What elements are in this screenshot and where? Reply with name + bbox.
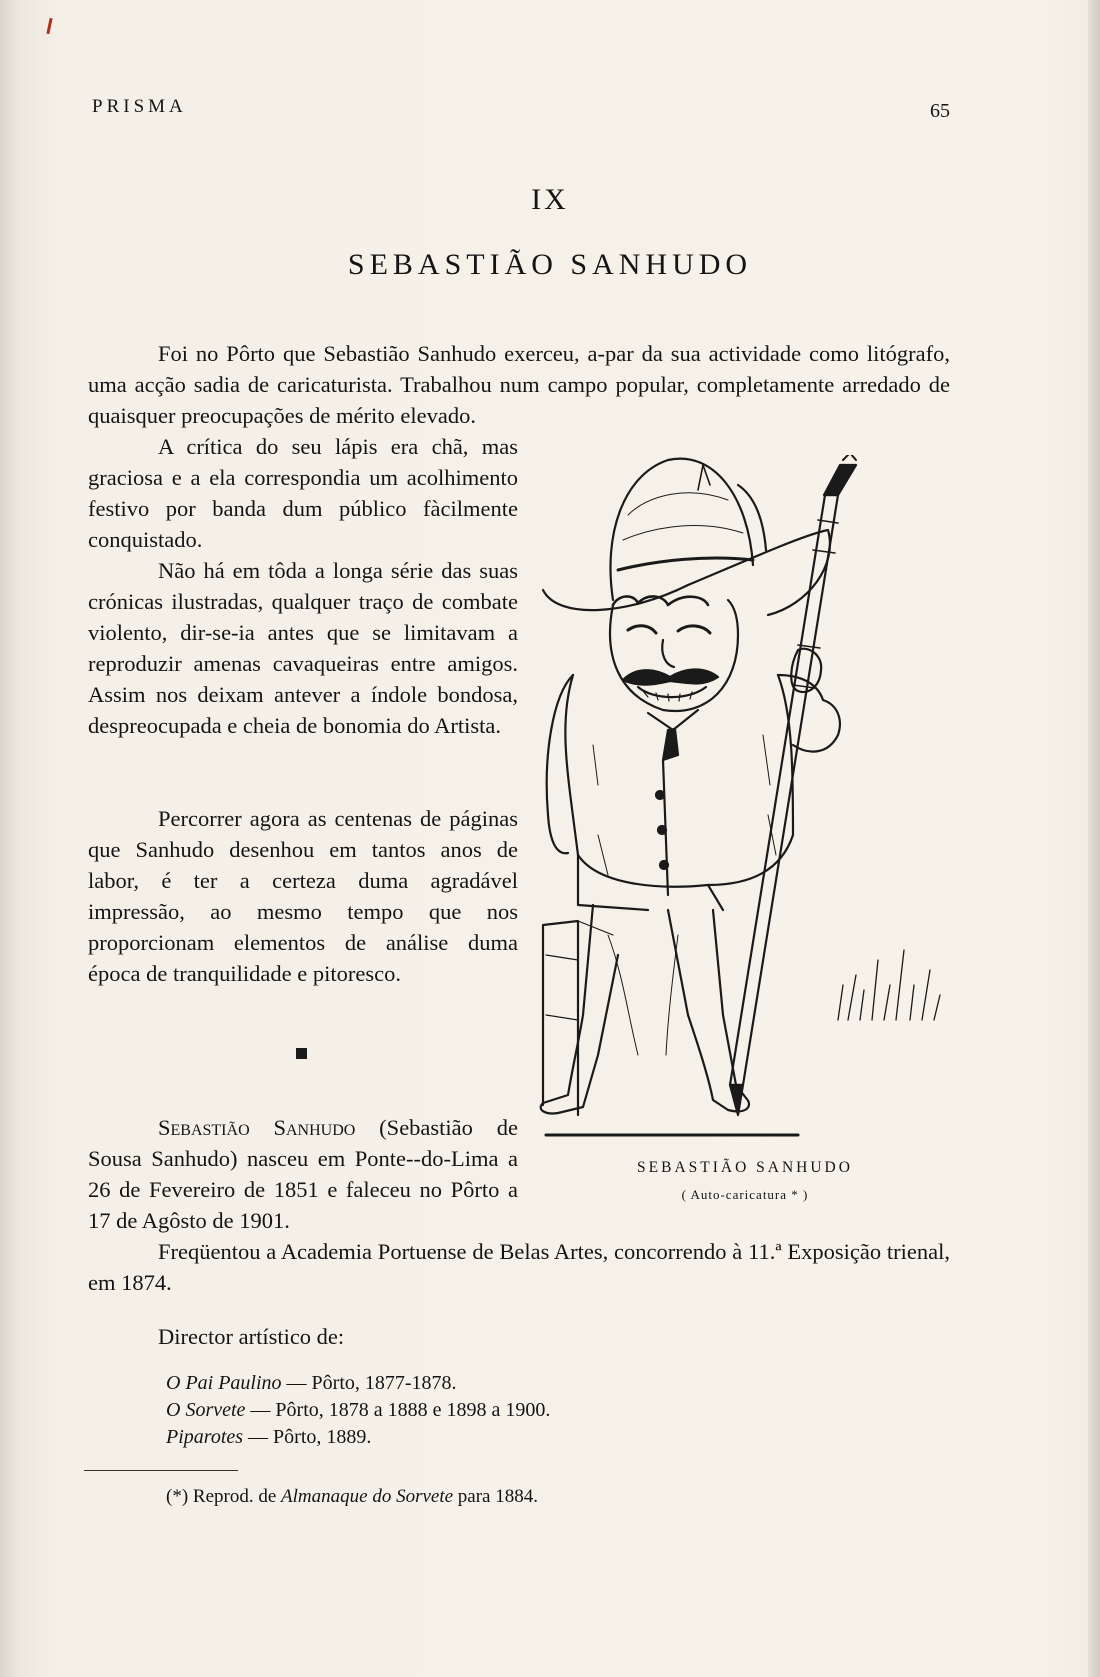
work-details: — Pôrto, 1878 a 1888 e 1898 a 1900. [245, 1399, 551, 1421]
paragraph-text: (Sebastião de Sousa Sanhudo) nasceu em Ponte--do-Lima a 26 de Fevereiro de 1851 e faleceu no Pôrto a 17 de Agôsto de 1901. [88, 1115, 518, 1233]
footnote-title: Almanaque do Sorvete [281, 1486, 454, 1507]
works-item [166, 1397, 550, 1424]
footnote-suffix: para 1884. [453, 1486, 538, 1507]
paragraph-academia [88, 1236, 950, 1298]
paragraph-cronicas [88, 555, 518, 741]
footnote-rule [84, 1470, 238, 1471]
work-title: Piparotes [166, 1426, 244, 1448]
paragraph-text: A crítica do seu lápis era chã, mas graciosa e a ela correspondia um acolhimento festivo por banda dum público fàcilmente conquistado. [88, 434, 518, 552]
self-caricature-illustration [538, 455, 948, 1140]
chapter-title: SEBASTIÃO SANHUDO [347, 248, 753, 281]
running-head: PRISMA [92, 96, 187, 117]
work-title: O Pai Paulino [166, 1372, 282, 1394]
footnote [166, 1486, 538, 1508]
paragraph-text: Foi no Pôrto que Sebastião Sanhudo exerceu, a-par da sua actividade como litógrafo, uma acção sadia de caricaturista. Trabalhou num campo popular, completamente arredado de quaisquer preocupações de mérito elevado. [88, 341, 950, 428]
page-number: 65 [930, 100, 950, 122]
footnote-prefix: Reprod. de [188, 1486, 282, 1507]
paragraph-intro [88, 338, 950, 431]
work-title: O Sorvete [166, 1399, 246, 1421]
works-item [166, 1424, 550, 1451]
ink-speck [46, 18, 52, 34]
artist-name: Sebastião Sanhudo [158, 1115, 356, 1140]
section-ornament [296, 1048, 307, 1059]
paragraph-text: Freqüentou a Academia Portuense de Belas Artes, concorrendo à 11.ª Exposição trienal, em 1874. [88, 1239, 950, 1295]
work-details: — Pôrto, 1877-1878. [281, 1372, 457, 1394]
paragraph-critica [88, 431, 518, 555]
paragraph-text: Percorrer agora as centenas de páginas que Sanhudo desenhou em tantos anos de labor, é ter a certeza duma agradável impressão, ao mesmo tempo que nos proporcionam elementos de análise duma época de tranquilidade e pitoresco. [88, 806, 518, 986]
chapter-number: IX [531, 183, 569, 216]
illustration-caption: SEBASTIÃO SANHUDO [637, 1159, 853, 1176]
paragraph-director [88, 1321, 688, 1352]
paragraph-text: Não há em tôda a longa série das suas crónicas ilustradas, qualquer traço de combate violento, dir-se-ia antes que se limitavam a reproduzir amenas cavaqueiras entre amigos. Assim nos deixam antever a índole bondosa, despreocupada e cheia de bonomia do Artista. [88, 558, 518, 738]
works-item [166, 1370, 550, 1397]
paragraph-percorrer [88, 803, 518, 989]
paragraph-biography [88, 1112, 518, 1236]
work-details: — Pôrto, 1889. [243, 1426, 372, 1448]
illustration-subcaption: ( Auto-caricatura * ) [681, 1187, 809, 1202]
footnote-marker: (*) [166, 1486, 189, 1507]
works-list [166, 1370, 550, 1451]
paragraph-text: Director artístico de: [158, 1324, 345, 1349]
